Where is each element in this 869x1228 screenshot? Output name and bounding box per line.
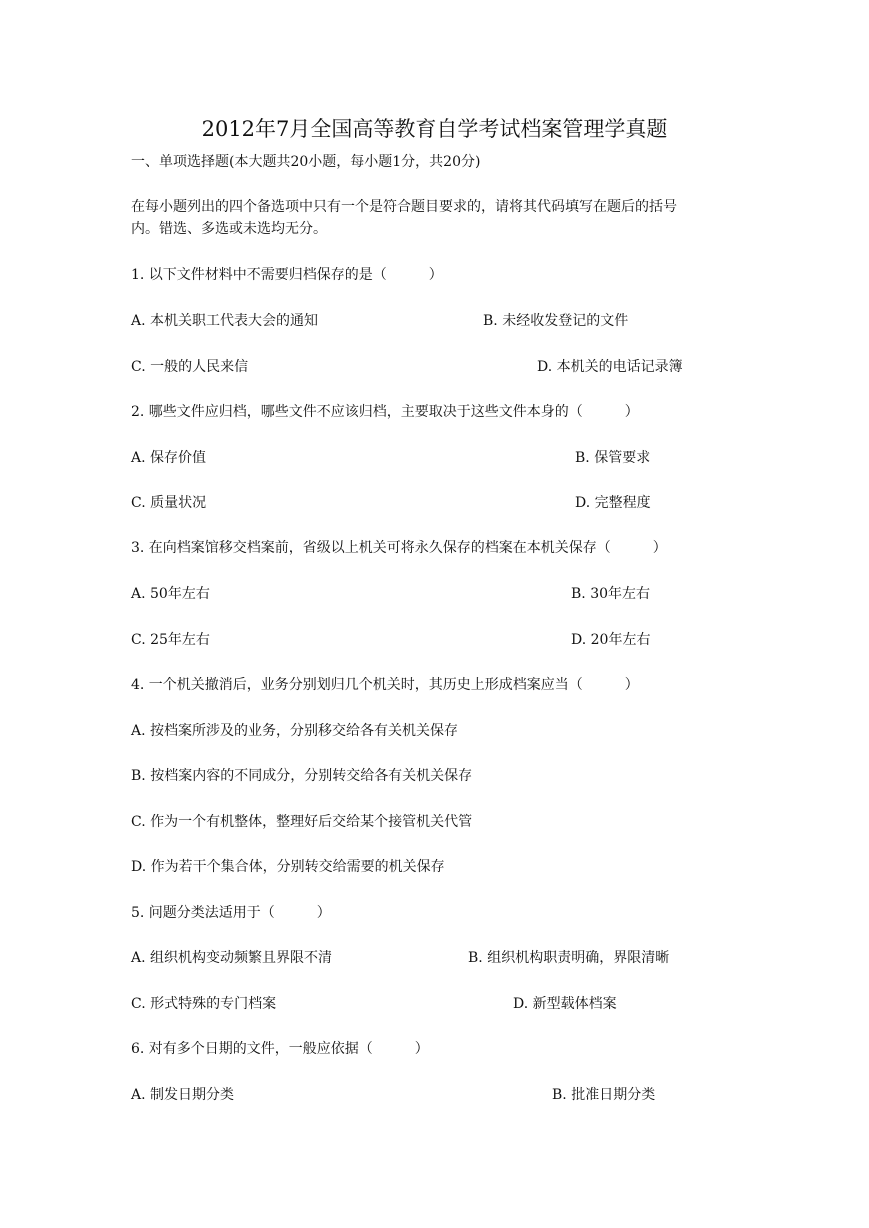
answer-option: D. 20年左右: [571, 632, 651, 648]
answer-option: B. 30年左右: [571, 586, 651, 602]
answer-option: B. 保管要求: [575, 450, 651, 466]
question-stem: 2. 哪些文件应归档，哪些文件不应该归档，主要取决于这些文件本身的（ ）: [131, 404, 639, 420]
answer-option: B. 批准日期分类: [552, 1087, 656, 1103]
answer-option: A. 按档案所涉及的业务，分别移交给各有关机关保存: [131, 723, 459, 739]
section-heading: 一、单项选择题(本大题共20小题，每小题1分，共20分): [131, 154, 481, 170]
answer-option: D. 完整程度: [575, 495, 651, 511]
answer-option: C. 形式特殊的专门档案: [131, 996, 277, 1012]
question-stem: 5. 问题分类法适用于（ ）: [131, 905, 331, 921]
answer-option: A. 保存价值: [131, 450, 207, 466]
answer-option: A. 组织机构变动频繁且界限不清: [131, 950, 333, 966]
question-stem: 6. 对有多个日期的文件，一般应依据（ ）: [131, 1041, 429, 1057]
instruction-text: 在每小题列出的四个备选项中只有一个是符合题目要求的，请将其代码填写在题后的括号: [131, 199, 677, 215]
answer-option: C. 一般的人民来信: [131, 359, 249, 375]
answer-option: D. 新型载体档案: [513, 996, 617, 1012]
answer-option: C. 作为一个有机整体，整理好后交给某个接管机关代管: [131, 814, 473, 830]
answer-option: B. 按档案内容的不同成分，分别转交给各有关机关保存: [131, 768, 473, 784]
answer-option: A. 本机关职工代表大会的通知: [131, 313, 319, 329]
answer-option: D. 作为若干个集合体，分别转交给需要的机关保存: [131, 859, 445, 875]
answer-option: D. 本机关的电话记录簿: [537, 359, 683, 375]
question-stem: 1. 以下文件材料中不需要归档保存的是（ ）: [131, 267, 443, 283]
question-stem: 3. 在向档案馆移交档案前，省级以上机关可将永久保存的档案在本机关保存（ ）: [131, 540, 667, 556]
answer-option: A. 50年左右: [131, 586, 210, 602]
answer-option: B. 组织机构职责明确，界限清晰: [468, 950, 670, 966]
answer-option: C. 质量状况: [131, 495, 207, 511]
document-title: 2012年7月全国高等教育自学考试档案管理学真题: [201, 117, 668, 141]
question-stem: 4. 一个机关撤消后，业务分别划归几个机关时，其历史上形成档案应当（ ）: [131, 677, 639, 693]
answer-option: A. 制发日期分类: [131, 1087, 235, 1103]
answer-option: B. 未经收发登记的文件: [483, 313, 629, 329]
answer-option: C. 25年左右: [131, 632, 210, 648]
instruction-text: 内。错选、多选或未选均无分。: [131, 221, 327, 237]
